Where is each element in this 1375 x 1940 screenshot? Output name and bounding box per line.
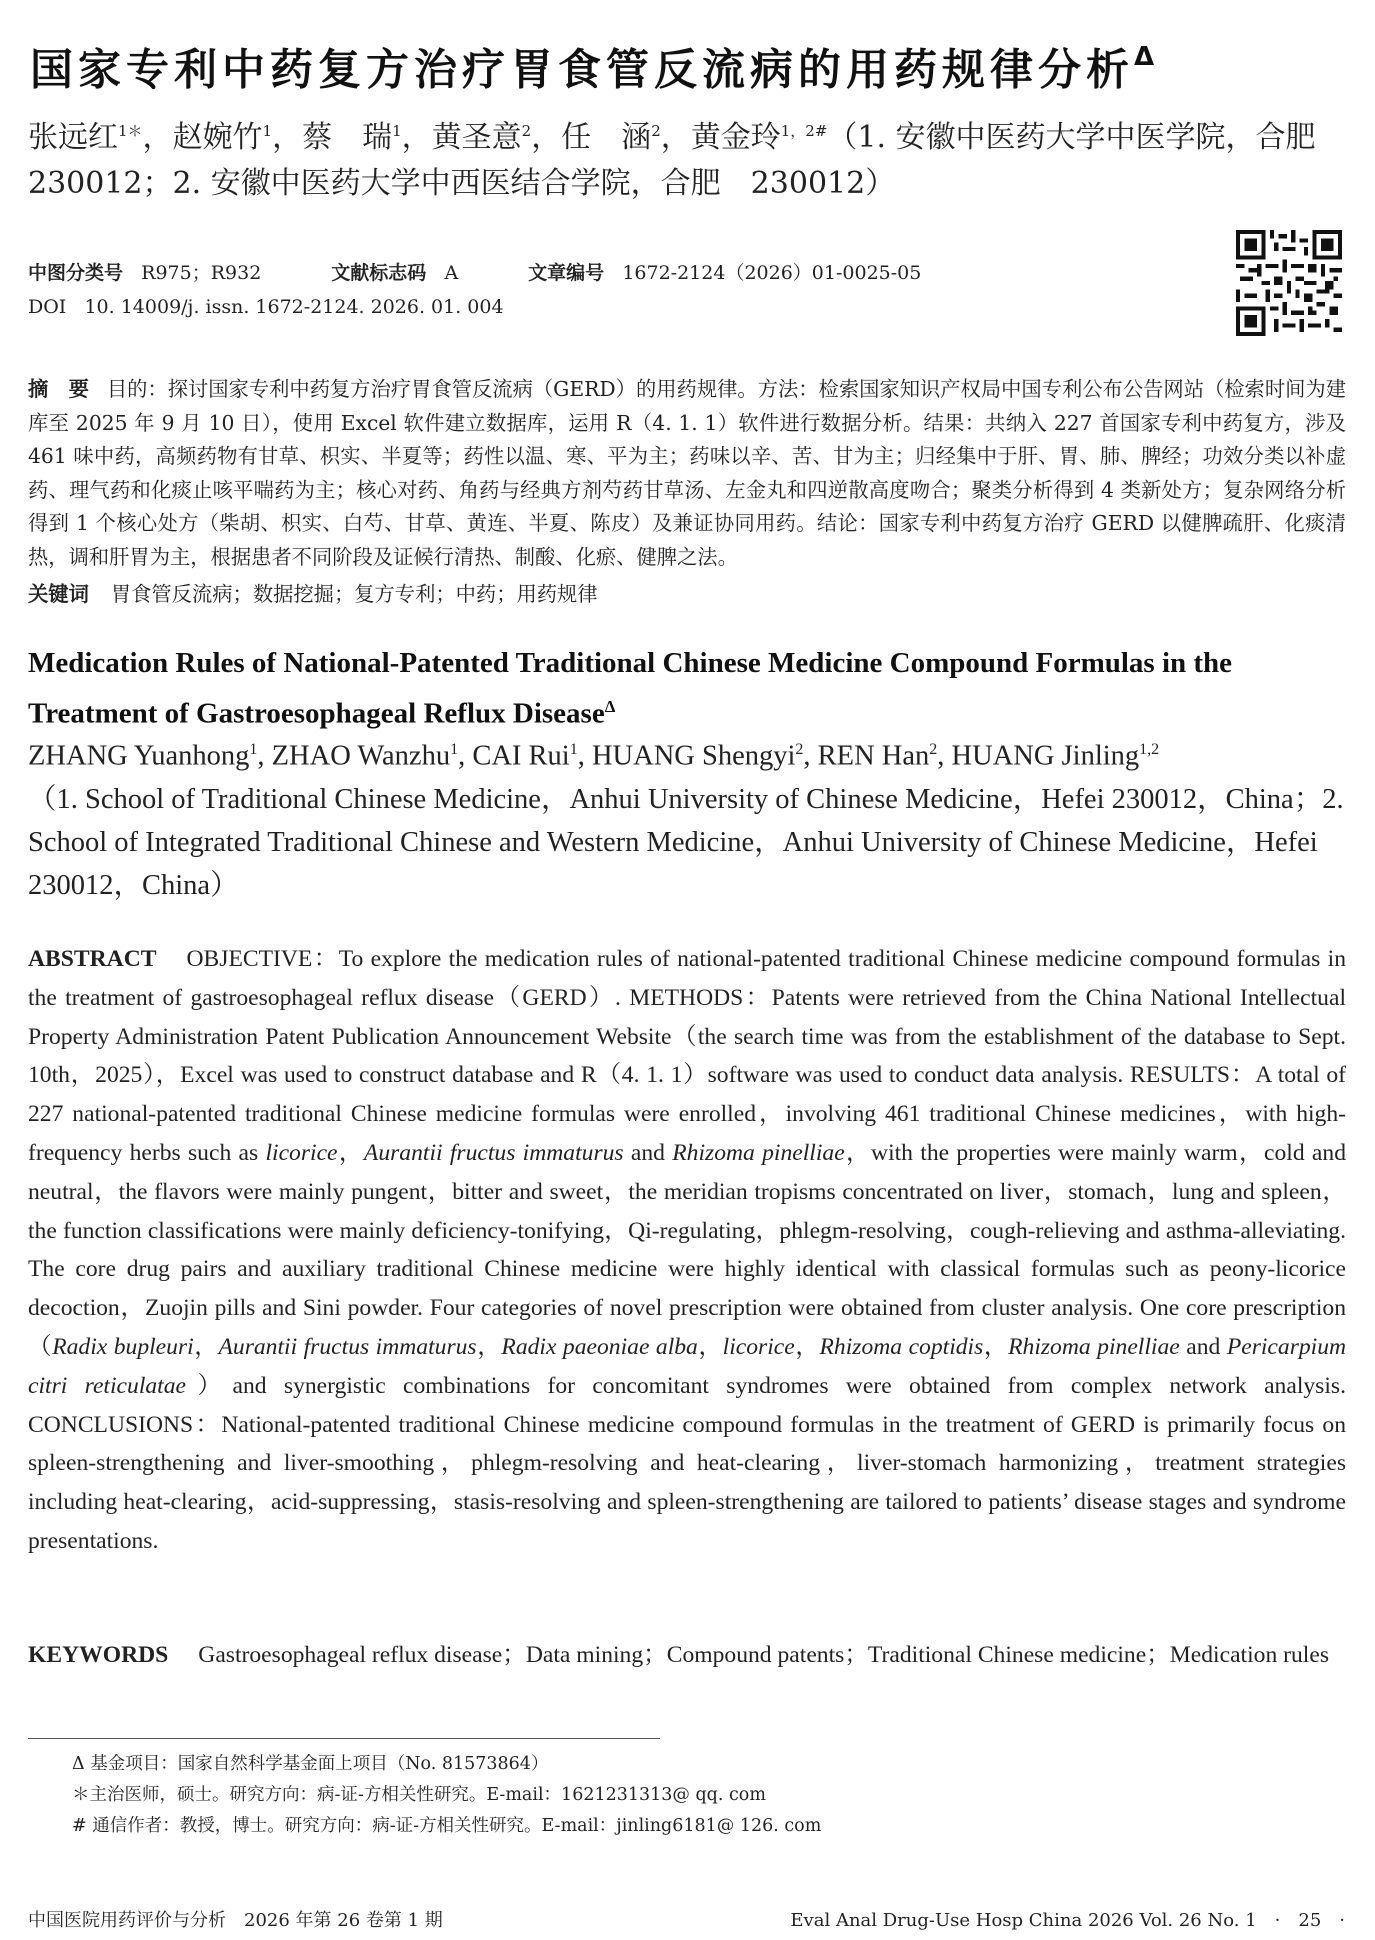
article-no-value: 1672-2124（2026）01-0025-05 bbox=[622, 262, 922, 284]
abstract-cn-label: 摘 要 bbox=[28, 377, 89, 401]
footnote-funding: Δ 基金项目：国家自然科学基金面上项目（No. 81573864） bbox=[72, 1754, 549, 1774]
keywords-en-label: KEYWORDS bbox=[28, 1642, 169, 1668]
article-meta bbox=[28, 258, 921, 285]
article-no-label: 文章编号 bbox=[528, 262, 605, 284]
footnote-divider bbox=[28, 1738, 660, 1739]
keywords-cn-label: 关键词 bbox=[28, 582, 89, 606]
author-en: , HUANG Shengyi bbox=[577, 740, 796, 772]
paper-title-cn: 国家专利中药复方治疗胃食管反流病的用药规律分析$^\Delta$ bbox=[30, 42, 1155, 96]
author-cn: ，黄金玲 bbox=[660, 120, 781, 155]
running-footer-right: Eval Anal Drug-Use Hosp China 2026 Vol. 26 No. 1 · 25 · bbox=[790, 1910, 1345, 1931]
author-en: ZHANG Yuanhong bbox=[28, 740, 250, 772]
herb-name: Radix paeoniae alba bbox=[501, 1333, 698, 1360]
doc-code-label: 文献标志码 bbox=[331, 262, 427, 284]
affiliations-cn: （1. 安徽中医药大学中医学院，合肥 230012；2. 安徽中医药大学中西医结合学院，合肥 230012） bbox=[28, 120, 1346, 201]
clc-label: 中图分类号 bbox=[28, 262, 124, 284]
abstract-en-label: ABSTRACT bbox=[28, 946, 157, 972]
herb-name: Pericarpium citri reticulatae bbox=[28, 1333, 1347, 1399]
herb-name: Aurantii fructus immaturus bbox=[218, 1333, 477, 1360]
keywords-en-text: Gastroesophageal reflux disease；Data mining；Compound patents；Traditional Chinese medicine；Medication rules bbox=[198, 1642, 1330, 1668]
author-cn: ，蔡 瑞 bbox=[272, 120, 393, 155]
footnote-corresponding: # 通信作者：教授，博士。研究方向：病-证-方相关性研究。E-mail：jinling6181@ 126. com bbox=[72, 1816, 822, 1836]
keywords-cn-text: 胃食管反流病；数据挖掘；复方专利；中药；用药规律 bbox=[110, 582, 598, 606]
author-en: , CAI Rui bbox=[458, 740, 570, 772]
herb-name: licorice bbox=[265, 1139, 338, 1166]
herb-name: Radix bupleuri bbox=[52, 1333, 194, 1360]
qr-code-icon[interactable] bbox=[1236, 230, 1342, 336]
authors-cn: 张远红$^{1*}$，赵婉竹$^1$，蔡 瑞$^1$，黄圣意$^2$，任 涵$^2$，黄金玲$^{1,2\#}$（1. 安徽中医药大学中医学院，合肥 230012；2. 安徽中医药大学中西医结合学院，合肥 230012） bbox=[28, 120, 1346, 201]
herb-name: Rhizoma pinelliae bbox=[1008, 1333, 1180, 1360]
running-footer-left: 中国医院用药评价与分析 2026 年第 26 卷第 1 期 bbox=[28, 1910, 443, 1931]
herb-name: Aurantii fructus immaturus bbox=[363, 1139, 624, 1166]
clc-value: R975；R932 bbox=[141, 262, 262, 284]
herb-name: licorice bbox=[722, 1333, 795, 1360]
author-cn: ，赵婉竹 bbox=[142, 120, 263, 155]
abstract-cn-text: 目的：探讨国家专利中药复方治疗胃食管反流病（GERD）的用药规律。方法：检索国家知识产权局中国专利公布公告网站（检索时间为建库至 2025 年 9 月 10 日），使用 Excel 软件建立数据库，运用 R（4. 1. 1）软件进行数据分析。结果：共纳入 227 首国家专利中药复方，涉及 461 味中药，高频药物有甘草、枳实、半夏等；药性以温、寒、平为主；药味以辛、苦、甘为主；归经集中于肝、胃、肺、脾经；功效分类以补虚药、理气药和化痰止咳平喘药为主；核心对药、角药与经典方剂芍药甘草汤、左金丸和四逆散高度吻合；聚类分析得到 4 类新处方；复杂网络分析得到 1 个核心处方（柴胡、枳实、白芍、甘草、黄连、半夏、陈皮）及兼证协同用药。结论：国家专利中药复方治疗 GERD 以健脾疏肝、化痰清热，调和肝胃为主，根据患者不同阶段及证候行清热、制酸、化瘀、健脾之法。 bbox=[28, 377, 1346, 569]
doi-value: 10. 14009/j. issn. 1672-2124. 2026. 01. 004 bbox=[84, 296, 504, 318]
doi-line bbox=[28, 296, 504, 318]
doc-code-value: A bbox=[444, 262, 459, 284]
author-en: , REN Han bbox=[803, 740, 930, 772]
author-en: , HUANG Jinling bbox=[937, 740, 1140, 772]
abstract-en: ABSTRACT OBJECTIVE：To explore the medication rules of national-patented traditional Chinese medicine compound formulas in the treatment of gastroesophageal reflux disease（GERD）. METHODS：Patents were retrieved from the China National Intellectual Property Administration Patent Publication Announcement Website（the search time was from the establishment of the database to Sept. 10th，2025），Excel was used to construct database and R（4. 1. 1）software was used to conduct data analysis. RESULTS：A total of 227 national-patented traditional Chinese medicine formulas were enrolled，involving 461 traditional Chinese medicines，with high-frequency herbs such as licorice，Aurantii fructus immaturus and Rhizoma pinelliae，with the properties were mainly warm，cold and neutral，the flavors were mainly pungent，bitter and sweet，the meridian tropisms concentrated on liver，stomach，lung and spleen，the function classifications were mainly deficiency-tonifying，Qi-regulating，phlegm-resolving，cough-relieving and asthma-alleviating. The core drug pairs and auxiliary traditional Chinese medicine were highly identical with classical formulas such as peony-licorice decoction，Zuojin pills and Sini powder. Four categories of novel prescription were obtained from cluster analysis. One core prescription（Radix bupleuri，Aurantii fructus immaturus，Radix paeoniae alba，licorice，Rhizoma coptidis，Rhizoma pinelliae and Pericarpium citri reticulatae）and synergistic combinations for concomitant syndromes were obtained from complex network analysis. CONCLUSIONS：National-patented traditional Chinese medicine compound formulas in the treatment of GERD is primarily focus on spleen-strengthening and liver-smoothing，phlegm-resolving and heat-clearing，liver-stomach harmonizing，treatment strategies including heat-clearing，acid-suppressing，stasis-resolving and spleen-strengthening are tailored to patients’ disease stages and syndrome presentations. bbox=[28, 946, 1347, 1554]
author-cn: ，任 涵 bbox=[531, 120, 652, 155]
author-en: , ZHAO Wanzhu bbox=[257, 740, 451, 772]
affiliations-en: （1. School of Traditional Chinese Medicine，Anhui University of Chinese Medicine，Hefei 230012，China；2. School of Integrated Traditional Chinese and Western Medicine，Anhui University of Chinese Medicine，Hefei 230012，China） bbox=[28, 783, 1344, 901]
paper-title-en: Medication Rules of National-Patented Traditional Chinese Medicine Compound Formulas in the Treatment of Gastroesophageal Reflux Disease$^\Delta$ bbox=[28, 647, 1233, 730]
authors-en: ZHANG Yuanhong$^1$, ZHAO Wanzhu$^1$, CAI Rui$^1$, HUANG Shengyi$^2$, REN Han$^2$, HUANG Jinling$^{1,2}$ （1. School of Traditional Chinese Medicine，Anhui University of Chinese Medicine，Hefei 230012，China；2. School of Integrated Traditional Chinese and Western Medicine，Anhui University of Chinese Medicine，Hefei 230012，China） bbox=[28, 740, 1344, 901]
author-cn: 张远红 bbox=[28, 120, 118, 155]
keywords-cn bbox=[28, 578, 598, 607]
author-cn: ，黄圣意 bbox=[401, 120, 522, 155]
herb-name: Rhizoma pinelliae bbox=[672, 1139, 845, 1166]
footnote-first-author: ＊主治医师，硕士。研究方向：病-证-方相关性研究。E-mail：1621231313@ qq. com bbox=[72, 1785, 766, 1805]
doi-label: DOI bbox=[28, 296, 67, 318]
herb-name: Rhizoma coptidis bbox=[819, 1333, 984, 1360]
keywords-en bbox=[28, 1636, 1346, 1675]
abstract-cn bbox=[28, 373, 1346, 574]
